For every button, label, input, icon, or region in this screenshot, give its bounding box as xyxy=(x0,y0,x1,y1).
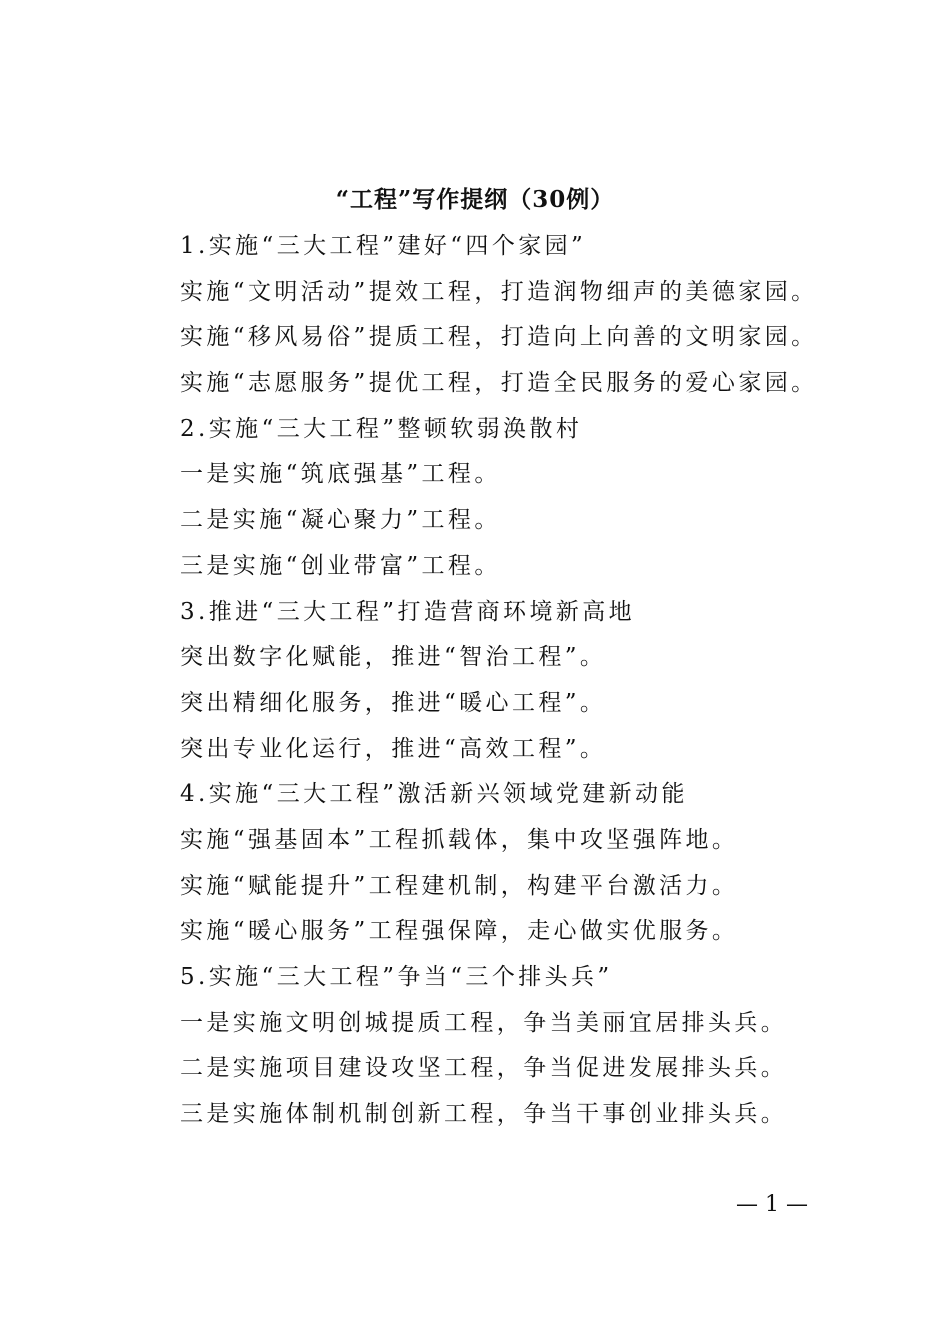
body-line: 三是实施体制机制创新工程，争当干事创业排头兵。 xyxy=(180,1101,788,1128)
body-line: 三是实施“创业带富”工程。 xyxy=(180,552,501,579)
section-heading-3: 3.推进“三大工程”打造营商环境新高地 xyxy=(180,598,636,625)
section-heading-5: 5.实施“三大工程”争当“三个排头兵” xyxy=(180,964,613,990)
document-body xyxy=(180,227,860,1141)
body-line: 突出精细化服务，推进“暖心工程”。 xyxy=(180,689,607,716)
page-number: — 1 — xyxy=(736,1192,808,1217)
body-line: 一是实施“筑底强基”工程。 xyxy=(180,461,501,488)
body-line: 实施“文明活动”提效工程，打造润物细声的美德家园。 xyxy=(180,278,818,305)
section-heading-4: 4.实施“三大工程”激活新兴领域党建新动能 xyxy=(180,781,688,808)
body-line: 二是实施“凝心聚力”工程。 xyxy=(180,507,501,534)
document-title: “工程”写作提纲（30例） xyxy=(335,186,615,213)
body-line: 一是实施文明创城提质工程，争当美丽宜居排头兵。 xyxy=(180,1009,788,1036)
section-heading-2: 2.实施“三大工程”整顿软弱涣散村 xyxy=(180,415,583,442)
body-line: 突出专业化运行，推进“高效工程”。 xyxy=(180,735,607,762)
section-heading-1: 1.实施“三大工程”建好“四个家园” xyxy=(180,233,587,259)
body-line: 实施“移风易俗”提质工程，打造向上向善的文明家园。 xyxy=(180,324,818,351)
body-line: 二是实施项目建设攻坚工程，争当促进发展排头兵。 xyxy=(180,1055,788,1082)
body-line: 实施“赋能提升”工程建机制，构建平台激活力。 xyxy=(180,872,739,899)
body-line: 实施“强基固本”工程抓载体，集中攻坚强阵地。 xyxy=(180,826,739,853)
body-line: 实施“暖心服务”工程强保障，走心做实优服务。 xyxy=(180,918,739,945)
body-line: 实施“志愿服务”提优工程，打造全民服务的爱心家园。 xyxy=(180,370,818,397)
body-line: 突出数字化赋能，推进“智治工程”。 xyxy=(180,644,607,671)
